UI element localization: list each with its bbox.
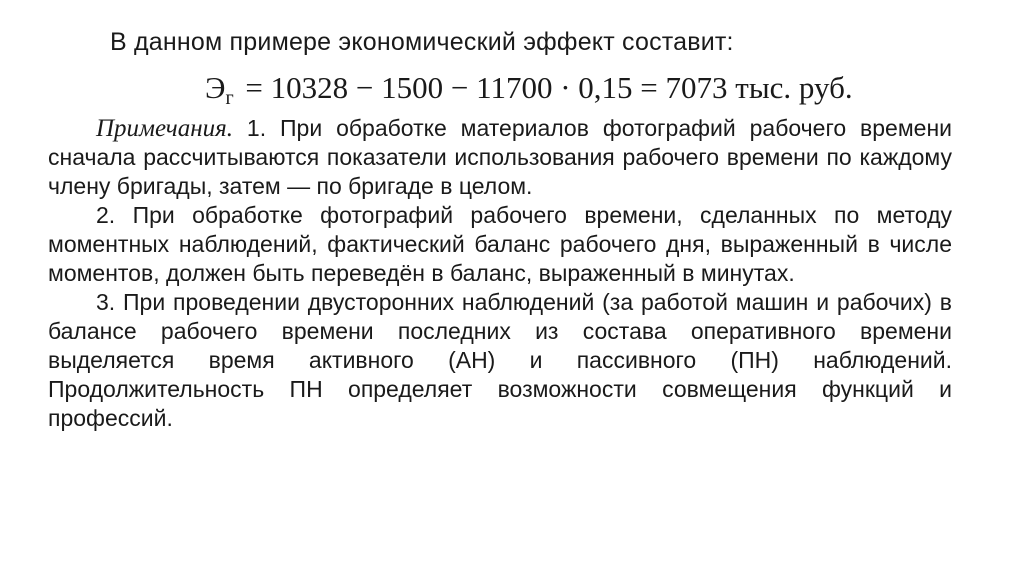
notes-heading: Примечания.: [96, 115, 233, 142]
note-3: [48, 288, 952, 433]
formula-expression: = 10328 − 1500 − 11700 · 0,15 = 7073 тыс. руб.: [245, 70, 853, 105]
note-2-text: 2. При обработке фотографий рабочего времени, сделанных по методу моментных наблюдений, фактический баланс рабочего дня, выраженный в числе моментов, должен быть переведён в баланс, выраженный в минутах.: [48, 202, 952, 286]
note-1: [48, 114, 952, 201]
note-1-text: 1. При обработке материалов фотографий рабочего времени сначала рассчитываются показатели использования рабочего времени по каждому члену бригады, затем — по бригаде в целом.: [48, 115, 953, 199]
economic-effect-formula: [205, 70, 853, 109]
note-3-text: 3. При проведении двусторонних наблюдений (за работой машин и рабочих) в балансе рабочего времени последних из состава оперативного времени выделяется время активного (АН) и пассивного (ПН) наблюдений. Продолжительность ПН определяет возможности совмещения функций и профессий.: [48, 289, 952, 431]
note-2: [48, 201, 952, 288]
intro-text: В данном примере экономический эффект составит:: [110, 28, 734, 56]
formula-subscript: г: [225, 87, 234, 109]
notes-section: [48, 114, 952, 433]
formula-symbol: Э: [205, 70, 226, 105]
